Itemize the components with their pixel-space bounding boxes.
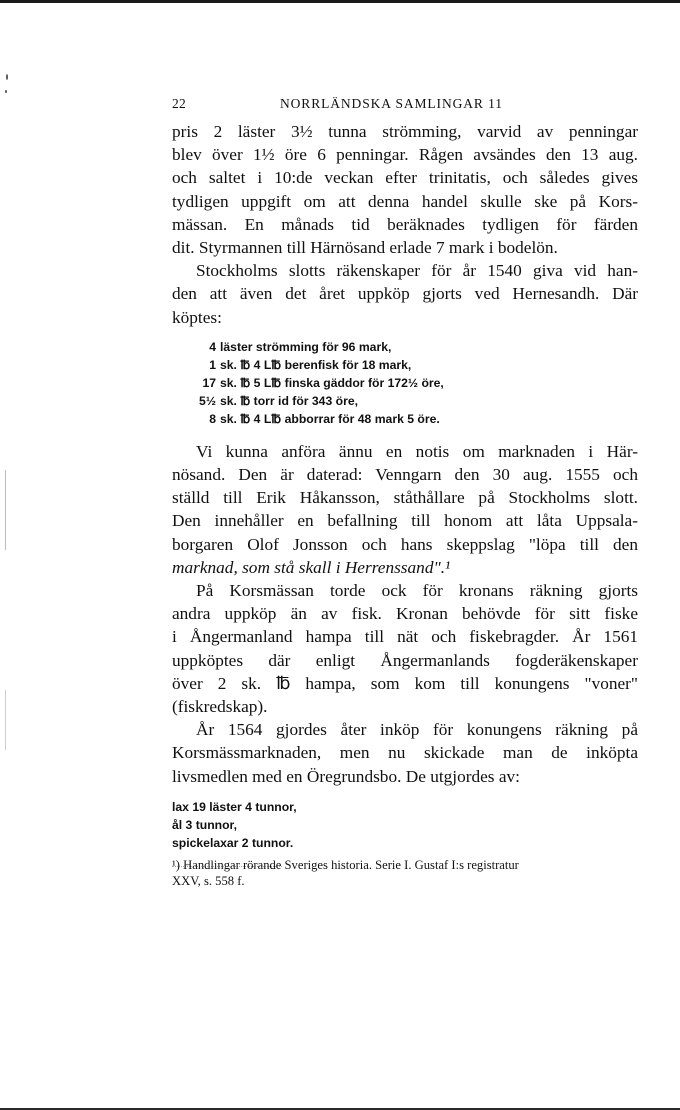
- text-line: nösand. Den är daterad: Venngarn den 30 aug. 1555 och: [172, 465, 638, 485]
- footnote-line: [172, 857, 642, 873]
- text-line: blev över 1½ öre 6 penningar. Rågen avsändes den 13 aug.: [172, 145, 638, 165]
- text-line: (fiskredskap).: [172, 697, 268, 717]
- book-page: [172, 96, 638, 881]
- text-line: tydligen uppgift om att denna handel skulle ske på Kors-: [172, 191, 638, 211]
- list-text: sk. ℔ 4 L℔ abborrar för 48 mark 5 öre.: [220, 411, 440, 426]
- text-line: den att även det året uppköp gjorts ved Hernesandh. Där: [172, 284, 638, 304]
- margin-speck: [5, 690, 6, 750]
- text-line: livsmedlen med en Öregrundsbo. De utgjordes av:: [172, 766, 520, 786]
- text-line: Stockholms slotts räkenskaper för år 1540 giva vid han-: [196, 261, 638, 281]
- paragraph-4: [172, 579, 638, 718]
- text-line: Den innehåller en befallning till honom att låta Uppsala-: [172, 511, 638, 531]
- running-head: [172, 96, 638, 120]
- page-number: 22: [172, 96, 187, 111]
- paragraph-3: [172, 440, 638, 579]
- text-line: På Korsmässan torde ock för kronans räkning gjorts: [196, 581, 638, 601]
- text-line: Vi kunna anföra ännu en notis om marknaden i Här-: [196, 441, 638, 461]
- list-qty: 5½: [199, 393, 216, 408]
- list-text: läster strömming för 96 mark,: [220, 339, 392, 354]
- list-item: [172, 374, 638, 392]
- list-item: [172, 356, 638, 374]
- footnote-text: Handlingar rörande Sveriges historia. Serie I. Gustaf I:s registratur: [183, 858, 519, 872]
- margin-speck: [5, 470, 6, 550]
- footnote: [172, 857, 642, 889]
- list-qty: 4: [209, 339, 216, 354]
- paragraph-2: [172, 259, 638, 329]
- text-line: i Ångermanland hampa till nät och fiskebragder. År 1561: [172, 627, 638, 647]
- text-line: Korsmässmarknaden, men nu skickade man de inköpta: [172, 743, 638, 763]
- footnote-marker: ¹): [172, 858, 180, 872]
- footnote-line: XXV, s. 558 f.: [172, 874, 245, 888]
- text-line: ställd till Erik Håkansson, ståthållare på Stockholms slott.: [172, 488, 638, 508]
- list-qty: 8: [209, 411, 216, 426]
- text-line: köptes:: [172, 307, 222, 327]
- list-item: ål 3 tunnor,: [172, 817, 238, 832]
- text-line: borgaren Olof Jonsson och hans skeppslag "löpa till den: [172, 534, 638, 554]
- text-line: dit. Styrmannen till Härnösand erlade 7 mark i bodelön.: [172, 238, 558, 258]
- purchase-list: [172, 338, 638, 428]
- list-item: [172, 338, 638, 356]
- list-text: sk. ℔ 5 L℔ finska gäddor för 172½ öre,: [220, 375, 444, 390]
- list-text: sk. ℔ torr id för 343 öre,: [220, 393, 358, 408]
- text-line: pris 2 läster 3½ tunna strömming, varvid av penningar: [172, 122, 638, 141]
- list-item: [172, 392, 638, 410]
- text-line: andra uppköp än av fisk. Kronan behövde för sitt fiske: [172, 604, 638, 624]
- text-line: uppköptes där enligt Ångermanlands fogderäkenskaper: [172, 650, 638, 670]
- text-line: mässan. En månads tid beräknades tydligen för färden: [172, 214, 638, 234]
- list-qty: 17: [202, 375, 216, 390]
- list-text: sk. ℔ 4 L℔ berenfisk för 18 mark,: [220, 357, 412, 372]
- paragraph-1: [172, 120, 638, 259]
- text-line: över 2 sk. ℔ hampa, som kom till konungens "voner": [172, 673, 638, 693]
- margin-speck: [6, 74, 8, 80]
- list-item: [172, 410, 638, 428]
- list-qty: 1: [209, 357, 216, 372]
- paragraph-5: [172, 718, 638, 788]
- text-line: År 1564 gjordes åter inköp för konungens räkning på: [196, 720, 638, 740]
- list-item: spickelaxar 2 tunnor.: [172, 835, 294, 850]
- supply-list: [172, 798, 638, 852]
- text-line: marknad, som stå skall i Herrenssand".¹: [172, 557, 451, 577]
- scan-top-edge: [0, 0, 680, 3]
- running-title: NORRLÄNDSKA SAMLINGAR 11: [280, 96, 503, 111]
- list-item: lax 19 läster 4 tunnor,: [172, 799, 297, 814]
- margin-speck: [5, 90, 7, 93]
- text-line: och saltet i 10:de veckan efter trinitatis, och således gives: [172, 168, 638, 188]
